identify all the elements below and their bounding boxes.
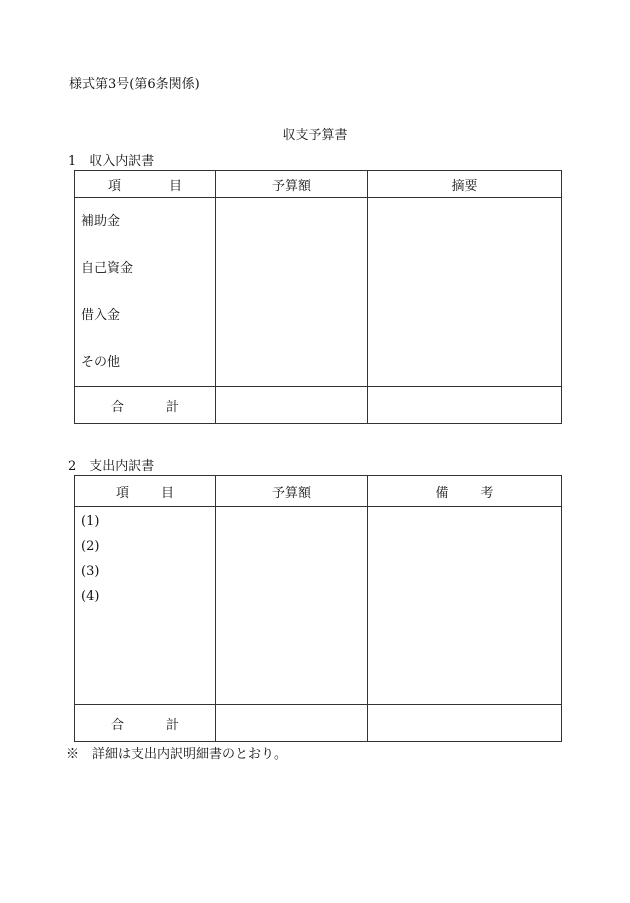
expense-total-remarks[interactable] [368, 705, 562, 742]
document-title: 収支予算書 [282, 128, 348, 143]
total-char: 合 [110, 399, 124, 415]
income-total-label [75, 387, 216, 424]
expense-items-cell [75, 507, 216, 705]
header-text: 項 [115, 485, 129, 501]
income-section-heading: 1 収入内訳書 [68, 154, 155, 169]
income-body-row [75, 198, 562, 387]
expense-total-label [75, 705, 216, 742]
header-text: 目 [169, 178, 183, 194]
income-budget-cell[interactable] [216, 198, 368, 387]
income-header-item [75, 171, 216, 198]
income-item: 補助金 [81, 214, 121, 229]
income-total-row [75, 387, 562, 424]
income-header-summary: 摘要 [368, 171, 562, 198]
income-header-budget: 予算額 [216, 171, 368, 198]
income-item: 自己資金 [81, 261, 134, 276]
expense-section-heading: 2 支出内訳書 [68, 459, 155, 474]
form-number: 様式第3号(第6条関係) [69, 77, 200, 92]
income-header-row [75, 171, 562, 198]
income-total-budget[interactable] [216, 387, 368, 424]
total-char: 合 [110, 717, 124, 733]
income-table [74, 170, 562, 424]
expense-header-row [75, 476, 562, 507]
expense-remarks-cell[interactable] [368, 507, 562, 705]
footnote: ※ 詳細は支出内訳明細書のとおり。 [66, 747, 288, 762]
total-char: 計 [166, 717, 180, 733]
header-text: 備 [435, 485, 449, 501]
expense-table [74, 475, 562, 742]
total-char: 計 [166, 399, 180, 415]
expense-item: (1) [81, 514, 100, 529]
expense-total-row [75, 705, 562, 742]
income-item: 借入金 [81, 308, 121, 323]
income-total-summary[interactable] [368, 387, 562, 424]
expense-item: (3) [81, 564, 100, 579]
header-text: 項 [107, 178, 121, 194]
expense-item: (4) [81, 589, 100, 604]
expense-body-row [75, 507, 562, 705]
expense-header-budget: 予算額 [216, 476, 368, 507]
header-text: 目 [161, 485, 175, 501]
income-summary-cell[interactable] [368, 198, 562, 387]
expense-item: (2) [81, 539, 100, 554]
income-items-cell [75, 198, 216, 387]
income-item: その他 [81, 355, 121, 370]
expense-budget-cell[interactable] [216, 507, 368, 705]
expense-header-remarks [368, 476, 562, 507]
header-text: 考 [480, 485, 494, 501]
expense-header-item [75, 476, 216, 507]
expense-total-budget[interactable] [216, 705, 368, 742]
